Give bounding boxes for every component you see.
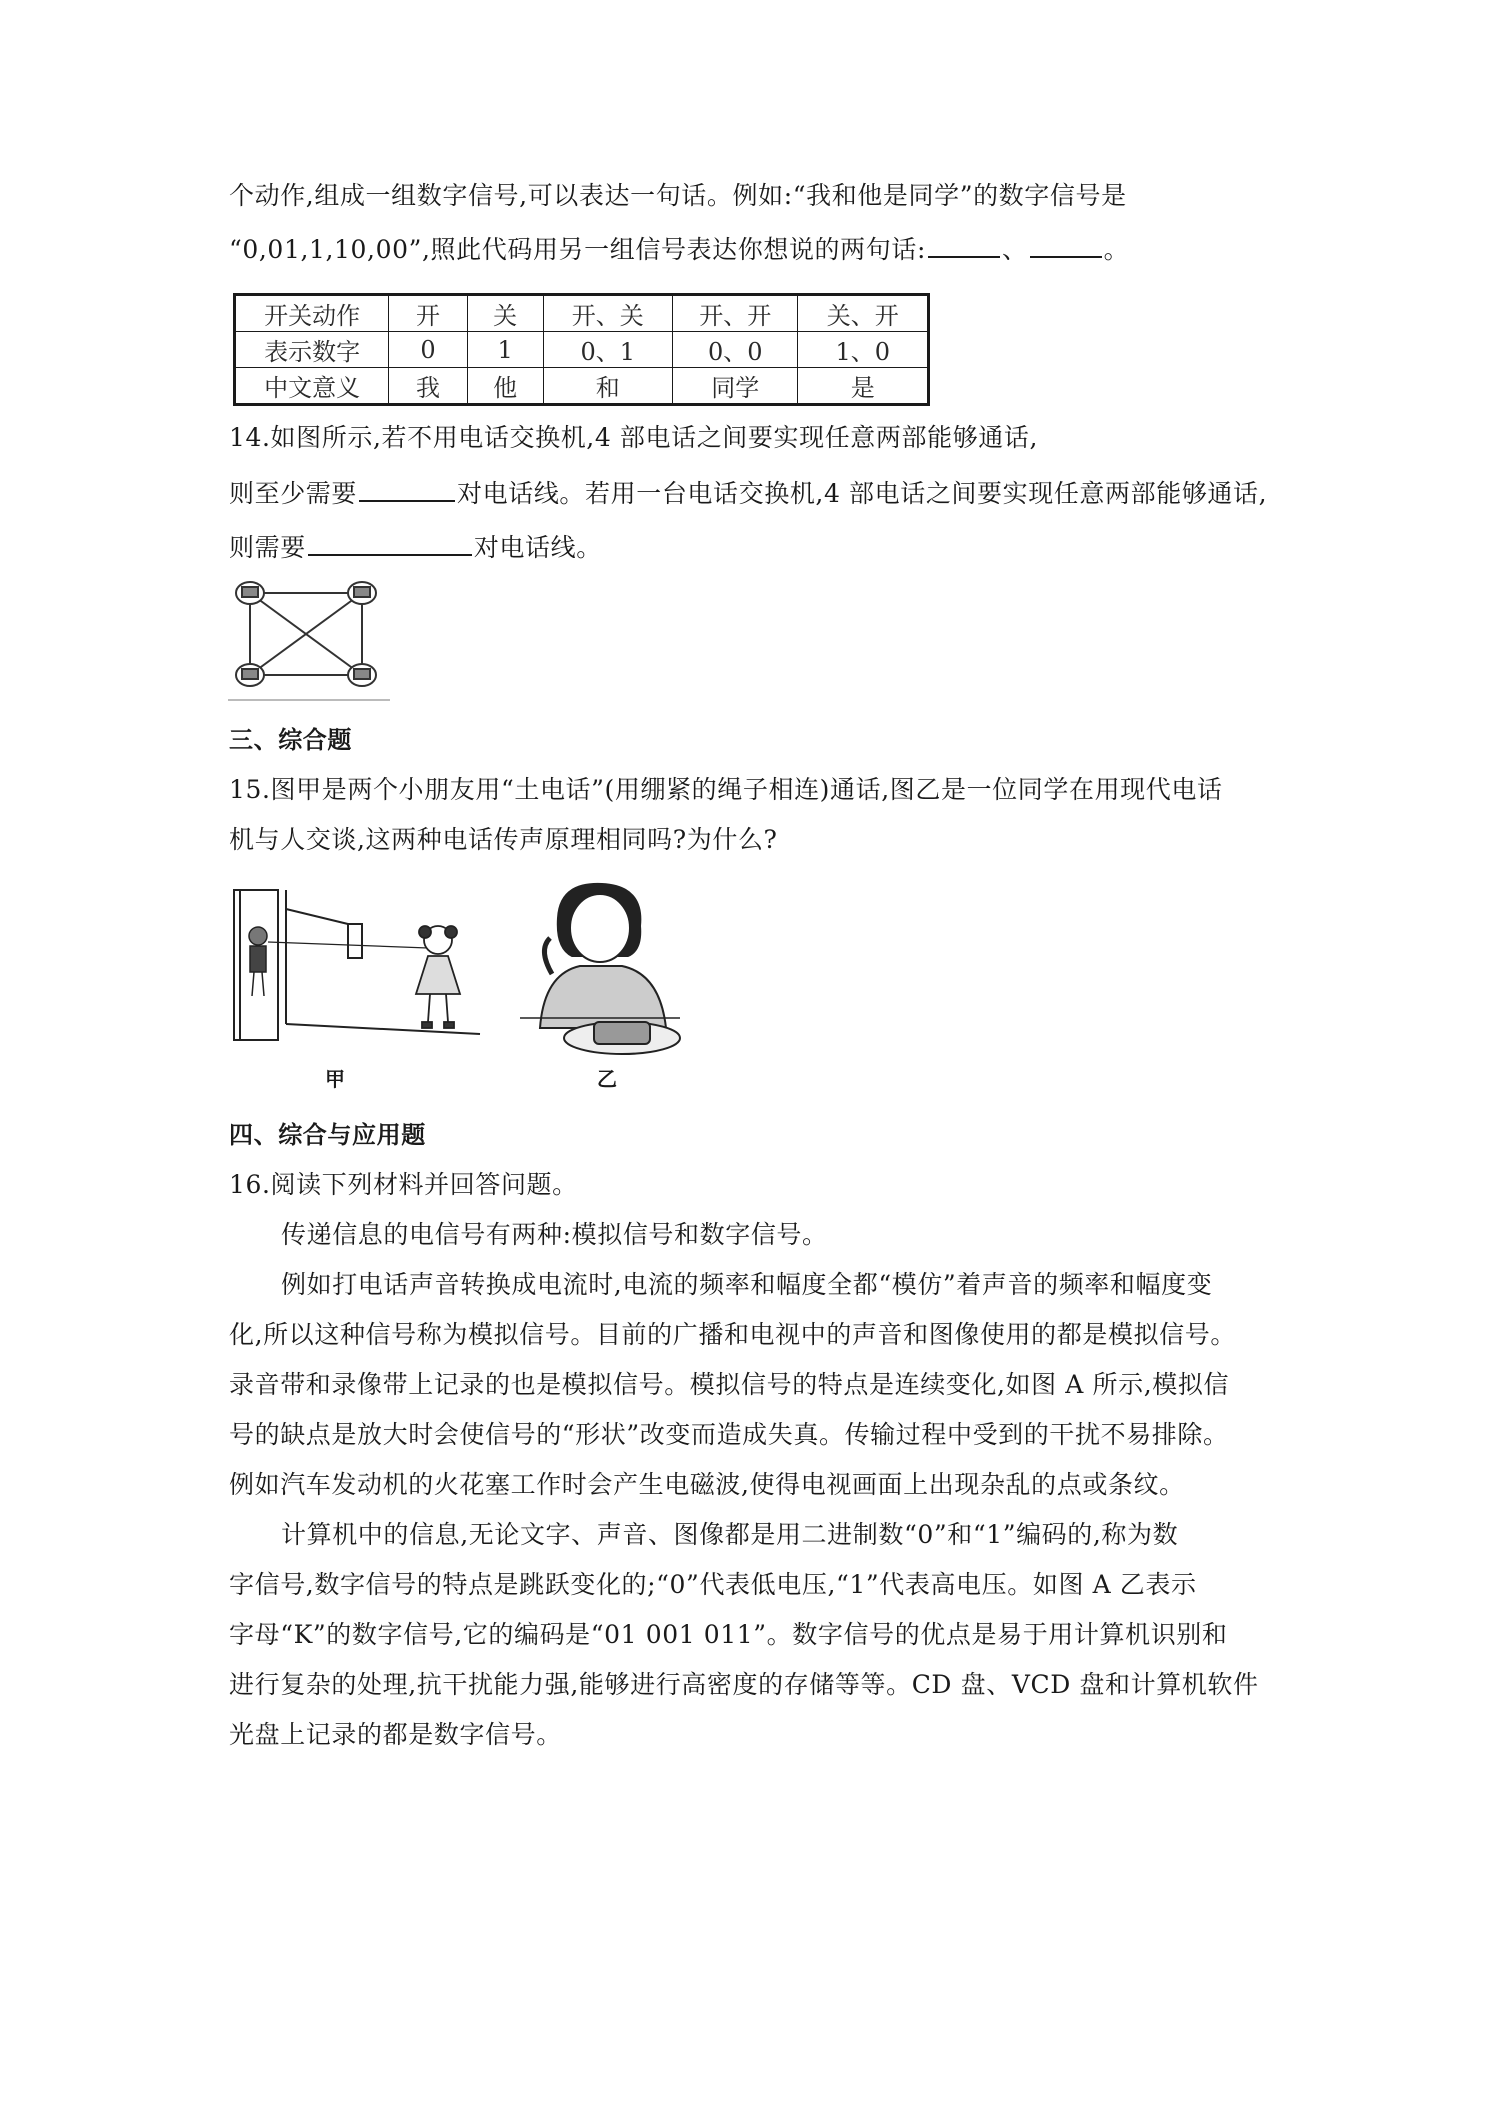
child-left: [249, 927, 267, 996]
telephone-icon: [236, 582, 264, 604]
q16-intro: 16.阅读下列材料并回答问题。: [229, 1170, 578, 1199]
q14-line-3-end: 对电话线。: [473, 533, 602, 562]
table-cell: 开关动作: [235, 295, 389, 332]
table-cell: 关、开: [798, 295, 929, 332]
answer-blank-1[interactable]: [928, 230, 1000, 258]
telephone-icon: [236, 664, 264, 686]
table-row: [235, 295, 929, 332]
q13-separator: 、: [1001, 235, 1028, 264]
phone-network-figure: [228, 578, 390, 703]
caption-yi: 乙: [597, 1067, 617, 1091]
q16-p2-line-2: 化,所以这种信号称为模拟信号。目前的广播和电视中的声音和图像使用的都是模拟信号。: [229, 1320, 1236, 1349]
table-cell: 开、关: [543, 295, 672, 332]
table-cell: 1、0: [798, 332, 929, 368]
child-right: [416, 926, 460, 1028]
table-cell: 是: [798, 368, 929, 405]
table-cell: 0、1: [543, 332, 672, 368]
q13-line-2-text: “0,01,1,10,00”,照此代码用另一组信号表达你想说的两句话:: [229, 235, 926, 264]
table-cell: 开、开: [672, 295, 798, 332]
q16-p3-line-2: 字信号,数字信号的特点是跳跃变化的;“0”代表低电压,“1”代表高电压。如图 A 乙表示: [229, 1570, 1197, 1599]
telephone-icon: [348, 664, 376, 686]
telephone-icon: [348, 582, 376, 604]
q13-line-end: 。: [1103, 235, 1130, 264]
q13-line-2: [229, 230, 1129, 268]
table-cell: 1: [467, 332, 543, 368]
desk-phone-icon: [564, 1022, 680, 1054]
q16-paragraph-1: 传递信息的电信号有两种:模拟信号和数字信号。: [281, 1220, 828, 1249]
string-phone-illustration: [228, 884, 488, 1054]
table-cell: 我: [389, 368, 468, 405]
table-cell: 中文意义: [235, 368, 389, 405]
answer-blank-2[interactable]: [1030, 230, 1102, 258]
answer-blank-3[interactable]: [359, 474, 455, 502]
q14-line-3: [229, 528, 602, 566]
table-cell: 0: [389, 332, 468, 368]
section-4-title: 四、综合与应用题: [229, 1121, 426, 1149]
table-row: [235, 332, 929, 368]
table-cell: 关: [467, 295, 543, 332]
q16-p2-line-5: 例如汽车发动机的火花塞工作时会产生电磁波,使得电视画面上出现杂乱的点或条纹。: [229, 1470, 1185, 1499]
q16-p2-line-4: 号的缺点是放大时会使信号的“形状”改变而造成失真。传输过程中受到的干扰不易排除。: [229, 1420, 1229, 1449]
q13-line-1: 个动作,组成一组数字信号,可以表达一句话。例如:“我和他是同学”的数字信号是: [229, 181, 1127, 210]
q16-p3-line-5: 光盘上记录的都是数字信号。: [229, 1720, 562, 1749]
table-cell: 表示数字: [235, 332, 389, 368]
switch-code-table: [233, 293, 930, 406]
q14-line-2-end: 对电话线。若用一台电话交换机,4 部电话之间要实现任意两部能够通话,: [457, 479, 1268, 508]
answer-blank-4[interactable]: [308, 528, 472, 556]
q14-line-2-start: 则至少需要: [229, 479, 358, 508]
q16-p2-line-1: 例如打电话声音转换成电流时,电流的频率和幅度全都“模仿”着声音的频率和幅度变: [281, 1270, 1213, 1299]
modern-phone-illustration: [510, 878, 690, 1058]
q16-p2-line-3: 录音带和录像带上记录的也是模拟信号。模拟信号的特点是连续变化,如图 A 所示,模拟信: [229, 1370, 1230, 1399]
table-cell: 他: [467, 368, 543, 405]
table-row: [235, 368, 929, 405]
q14-line-2: [229, 474, 1267, 512]
q16-p3-line-4: 进行复杂的处理,抗干扰能力强,能够进行高密度的存储等等。CD 盘、VCD 盘和计算机软件: [229, 1670, 1259, 1699]
q16-p3-line-1: 计算机中的信息,无论文字、声音、图像都是用二进制数“0”和“1”编码的,称为数: [281, 1520, 1179, 1549]
q15-line-1: 15.图甲是两个小朋友用“土电话”(用绷紧的绳子相连)通话,图乙是一位同学在用现代电话: [229, 775, 1223, 804]
caption-jia: 甲: [325, 1067, 345, 1091]
table-cell: 同学: [672, 368, 798, 405]
q16-p3-line-3: 字母“K”的数字信号,它的编码是“01 001 011”。数字信号的优点是易于用计算机识别和: [229, 1620, 1228, 1649]
table-cell: 和: [543, 368, 672, 405]
q15-line-2: 机与人交谈,这两种电话传声原理相同吗?为什么?: [229, 825, 778, 854]
q14-line-3-start: 则需要: [229, 533, 306, 562]
section-3-title: 三、综合题: [229, 726, 352, 754]
table-cell: 0、0: [672, 332, 798, 368]
table-cell: 开: [389, 295, 468, 332]
q14-line-1: 14.如图所示,若不用电话交换机,4 部电话之间要实现任意两部能够通话,: [229, 423, 1039, 452]
